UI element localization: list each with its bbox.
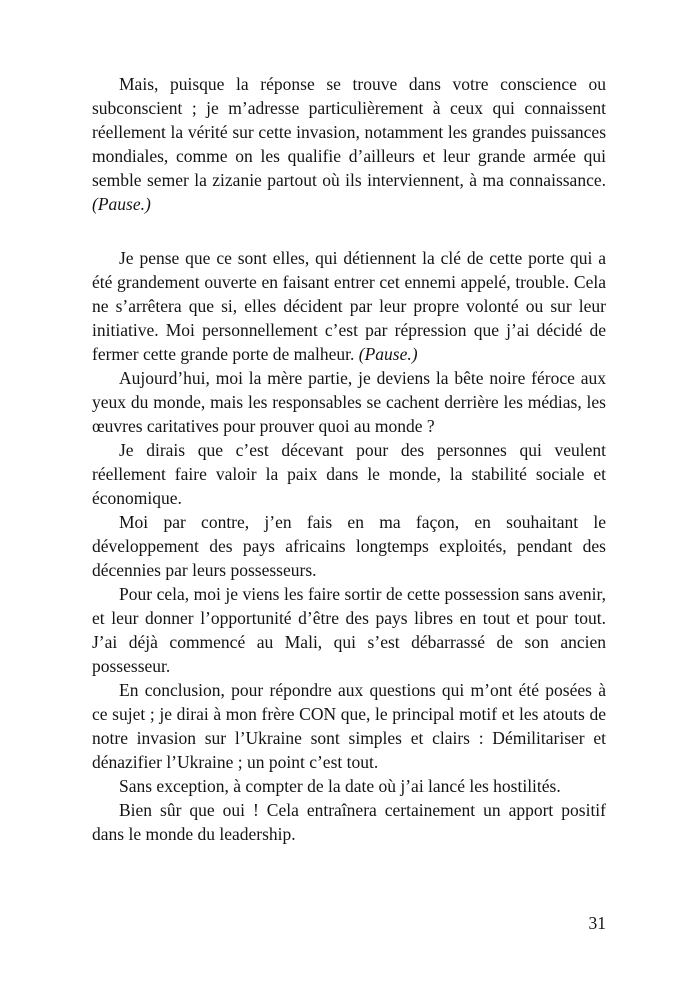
paragraph [92,438,606,510]
paragraph-text: Je pense que ce sont elles, qui détiennent la clé de cette porte qui a été grandement ouverte en faisant entrer cet ennemi appelé, trouble. Cela ne s’arrêtera que si, elles décident par leur propre volonté ou sur leur initiative. Moi personnellement c’est par répression que j’ai décidé de fermer cette grande porte de malheur. [92,248,606,364]
paragraph-text: Sans exception, à compter de la date où j’ai lancé les hostilités. [119,776,561,796]
stage-direction: (Pause.) [358,344,418,364]
paragraph-text: Mais, puisque la réponse se trouve dans votre conscience ou subconscient ; je m’adresse particulièrement à ceux qui connaissent réellement la vérité sur cette invasion, notamment les grandes puissances mondiales, comme on les qualifie d’ailleurs et leur grande armée qui semble semer la zizanie partout où ils interviennent, à ma connaissance. [92,74,606,190]
paragraph [92,366,606,438]
page-number: 31 [588,913,606,933]
paragraph [92,774,606,798]
paragraph-text: Je dirais que c’est décevant pour des personnes qui veulent réellement faire valoir la paix dans le monde, la stabilité sociale et économique. [92,440,606,508]
paragraph-text: Aujourd’hui, moi la mère partie, je deviens la bête noire féroce aux yeux du monde, mais les responsables se cachent derrière les médias, les œuvres caritatives pour prouver quoi au monde ? [92,368,606,436]
paragraph [92,678,606,774]
stage-direction: (Pause.) [92,194,151,214]
paragraph-text: Moi par contre, j’en fais en ma façon, en souhaitant le développement des pays africains longtemps exploités, pendant des décennies par leurs possesseurs. [92,512,606,580]
paragraph [92,510,606,582]
paragraph [92,72,606,216]
paragraph [92,582,606,678]
paragraph-text: Pour cela, moi je viens les faire sortir de cette possession sans avenir, et leur donner l’opportunité d’être des pays libres en tout et pour tout. J’ai déjà commencé au Mali, qui s’est débarrassé de son ancien possesseur. [92,584,606,676]
paragraph-text: En conclusion, pour répondre aux questions qui m’ont été posées à ce sujet ; je dirai à mon frère CON que, le principal motif et les atouts de notre invasion sur l’Ukraine sont simples et clairs : Démilitariser et dénazifier l’Ukraine ; un point c’est tout. [92,680,606,772]
paragraph-text: Bien sûr que oui ! Cela entraînera certainement un apport positif dans le monde du leadership. [92,800,606,844]
paragraph [92,246,606,366]
paragraph [92,798,606,846]
page-text [92,72,606,846]
